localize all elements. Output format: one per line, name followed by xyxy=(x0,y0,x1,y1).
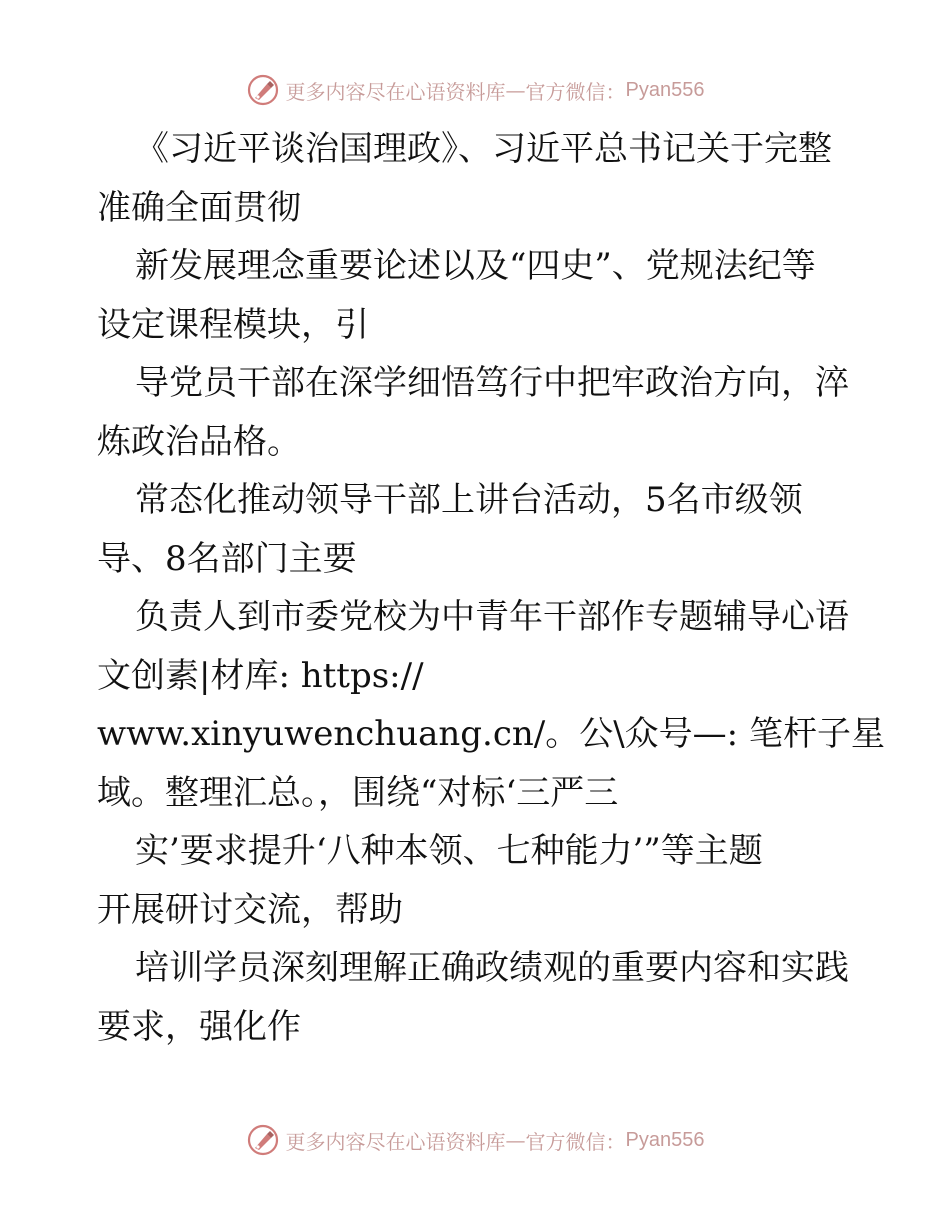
pen-nib-logo-icon xyxy=(246,73,280,107)
paragraph-line: 《习近平谈治国理政》、习近平总书记关于完整 xyxy=(135,129,832,169)
header-wechat-label: 官方微信： xyxy=(525,79,626,104)
paragraph-line: 准确全面贯彻 xyxy=(97,187,301,228)
paragraph-line: 培训学员深刻理解正确政绩观的重要内容和实践 xyxy=(135,948,849,988)
paragraph-line: 新发展理念重要论述以及“四史”、党规法纪等 xyxy=(135,246,816,286)
header-wechat-id: Pyan556 xyxy=(625,78,705,101)
footer-wechat-label: 官方微信： xyxy=(525,1129,626,1154)
paragraph-line: 开展研讨交流，帮助 xyxy=(97,889,403,930)
paragraph-line: 要求，强化作 xyxy=(97,1006,301,1047)
pen-nib-logo-icon xyxy=(246,1123,280,1157)
document-body xyxy=(97,120,885,1056)
paragraph-line: 实’要求提升‘八种本领、七种能力’”等主题 xyxy=(135,831,763,871)
paragraph-line: 设定课程模块，引 xyxy=(97,304,369,345)
paragraph-line: 导党员干部在深学细悟笃行中把牢政治方向，淬 xyxy=(135,363,849,403)
header-brand-text: 更多内容尽在心语资料库 xyxy=(285,79,506,104)
header-dash: — xyxy=(505,78,526,102)
paragraph-line: 负责人到市委党校为中青年干部作专题辅导心语 xyxy=(135,597,849,637)
paragraph-line: www.xinyuwenchuang.cn/。公\众号—: 笔杆子星 xyxy=(97,714,885,754)
paragraph-line: 文创素|材库: https:// xyxy=(97,655,424,696)
header-watermark xyxy=(0,70,950,110)
footer-watermark xyxy=(0,1120,950,1160)
paragraph-line: 常态化推动领导干部上讲台活动，5名市级领 xyxy=(135,480,803,520)
footer-wechat-id: Pyan556 xyxy=(625,1128,705,1151)
paragraph-line: 导、8名部门主要 xyxy=(97,538,357,579)
footer-brand-text: 更多内容尽在心语资料库 xyxy=(285,1129,506,1154)
footer-dash: — xyxy=(505,1128,526,1152)
paragraph-line: 炼政治品格。 xyxy=(97,421,301,462)
paragraph-line: 域。整理汇总。，围绕“对标‘三严三 xyxy=(97,772,619,813)
